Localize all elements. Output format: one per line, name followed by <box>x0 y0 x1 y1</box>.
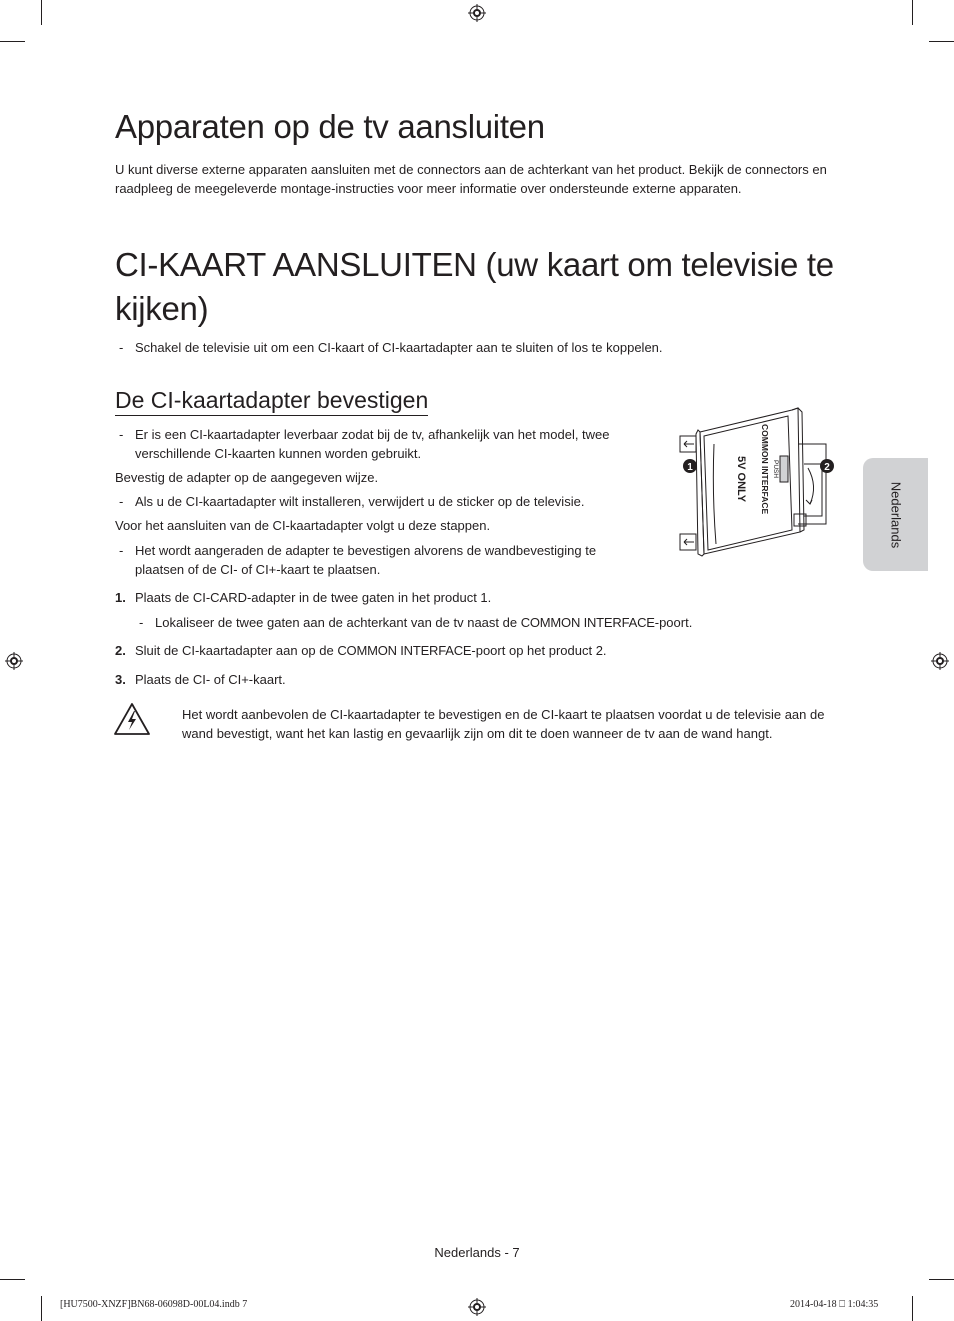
paragraph: Voor het aansluiten van de CI-kaartadapter volgt u deze stappen. <box>115 518 491 533</box>
warning-icon <box>113 702 151 736</box>
page-number: Nederlands - 7 <box>434 1245 520 1260</box>
step-text-after: -poort op het product 2. <box>471 643 607 658</box>
registration-mark-icon <box>931 652 949 670</box>
step-number: 3. <box>115 672 126 687</box>
step-text-before: Sluit de CI-kaartadapter aan op de <box>135 643 338 658</box>
intro-paragraph: U kunt diverse externe apparaten aansluiten met de connectors aan de achterkant van het product. Bekijk de connectors en raadpleeg de meegeleverde montage-instructies voor meer informatie over ondersteunde externe apparaten. <box>115 162 827 196</box>
step-number: 1. <box>115 590 126 605</box>
dash-marker: - <box>119 340 124 355</box>
step-text: Plaats de CI-CARD-adapter in de twee gaten in het product 1. <box>135 590 492 605</box>
crop-mark <box>929 1279 954 1280</box>
bullet-text: Het wordt aangeraden de adapter te bevestigen alvorens de wandbevestiging te plaatsen of de CI- of CI+-kaart te plaatsen. <box>135 543 597 577</box>
bullet-item <box>119 541 619 579</box>
page-title: Apparaten op de tv aansluiten <box>115 108 545 145</box>
step-2 <box>115 641 815 660</box>
diagram-label-common-interface: COMMON INTERFACE <box>760 424 770 515</box>
ci-note-text: Schakel de televisie uit om een CI-kaart of CI-kaartadapter aan te sluiten of los te koppelen. <box>135 340 663 355</box>
step-1 <box>115 588 815 607</box>
diagram-marker-2: 2 <box>824 462 830 473</box>
registration-mark-icon <box>5 652 23 670</box>
dash-marker: - <box>119 543 124 558</box>
section-title-ci: CI-KAART AANSLUITEN (uw kaart om televisie te kijken) <box>115 246 834 327</box>
print-slug-right: 2014-04-18 ⎕ 1:04:35 <box>790 1299 879 1310</box>
dash-marker: - <box>119 427 124 442</box>
bullet-text: Als u de CI-kaartadapter wilt installeren, verwijdert u de sticker op de televisie. <box>135 494 585 509</box>
crop-mark <box>912 1296 913 1321</box>
crop-mark <box>912 0 913 25</box>
subsection-title: De CI-kaartadapter bevestigen <box>115 386 428 416</box>
crop-mark <box>41 0 42 25</box>
ci-note <box>119 338 839 357</box>
crop-mark <box>0 41 25 42</box>
bullet-item <box>119 425 629 463</box>
bullet-item <box>119 492 639 511</box>
crop-mark <box>41 1296 42 1321</box>
dash-marker: - <box>139 615 144 630</box>
bullet-text: Er is een CI-kaartadapter leverbaar zodat bij de tv, afhankelijk van het model, twee verschillende CI-kaarten kunnen worden gebruikt. <box>135 427 610 461</box>
warning-text: Het wordt aanbevolen de CI-kaartadapter te bevestigen en de CI-kaart te plaatsen voordat u de televisie aan de wand bevestigt, want het kan lastig en gevaarlijk zijn om dit te doen wanneer de tv aan de wand hangt. <box>182 707 825 741</box>
registration-mark-icon <box>468 1298 486 1316</box>
diagram-label-push: PUSH <box>772 460 779 479</box>
step-text <box>135 641 607 660</box>
print-slug-left: [HU7500-XNZF]BN68-06098D-00L04.indb 7 <box>60 1299 248 1310</box>
ci-adapter-diagram <box>676 404 834 560</box>
step-number: 2. <box>115 643 126 658</box>
diagram-label-5v-only: 5V ONLY <box>735 456 747 503</box>
registration-mark-icon <box>468 4 486 22</box>
crop-mark <box>0 1279 25 1280</box>
step-3 <box>115 670 815 689</box>
step-text: Plaats de CI- of CI+-kaart. <box>135 672 286 687</box>
language-side-tab-label: Nederlands <box>888 481 903 548</box>
sub-bullet-text-before: Lokaliseer de twee gaten aan de achterkant van de tv naast de <box>155 615 521 630</box>
sub-bullet <box>139 613 839 632</box>
language-side-tab <box>863 458 928 571</box>
sub-bullet-text-after: -poort. <box>654 615 693 630</box>
sub-bullet-text <box>155 613 839 632</box>
keyword-common-interface: COMMON INTERFACE <box>520 615 655 630</box>
paragraph: Bevestig de adapter op de aangegeven wijze. <box>115 470 379 485</box>
dash-marker: - <box>119 494 124 509</box>
diagram-marker-1: 1 <box>687 462 693 473</box>
crop-mark <box>929 41 954 42</box>
keyword-common-interface: COMMON INTERFACE <box>337 643 472 658</box>
